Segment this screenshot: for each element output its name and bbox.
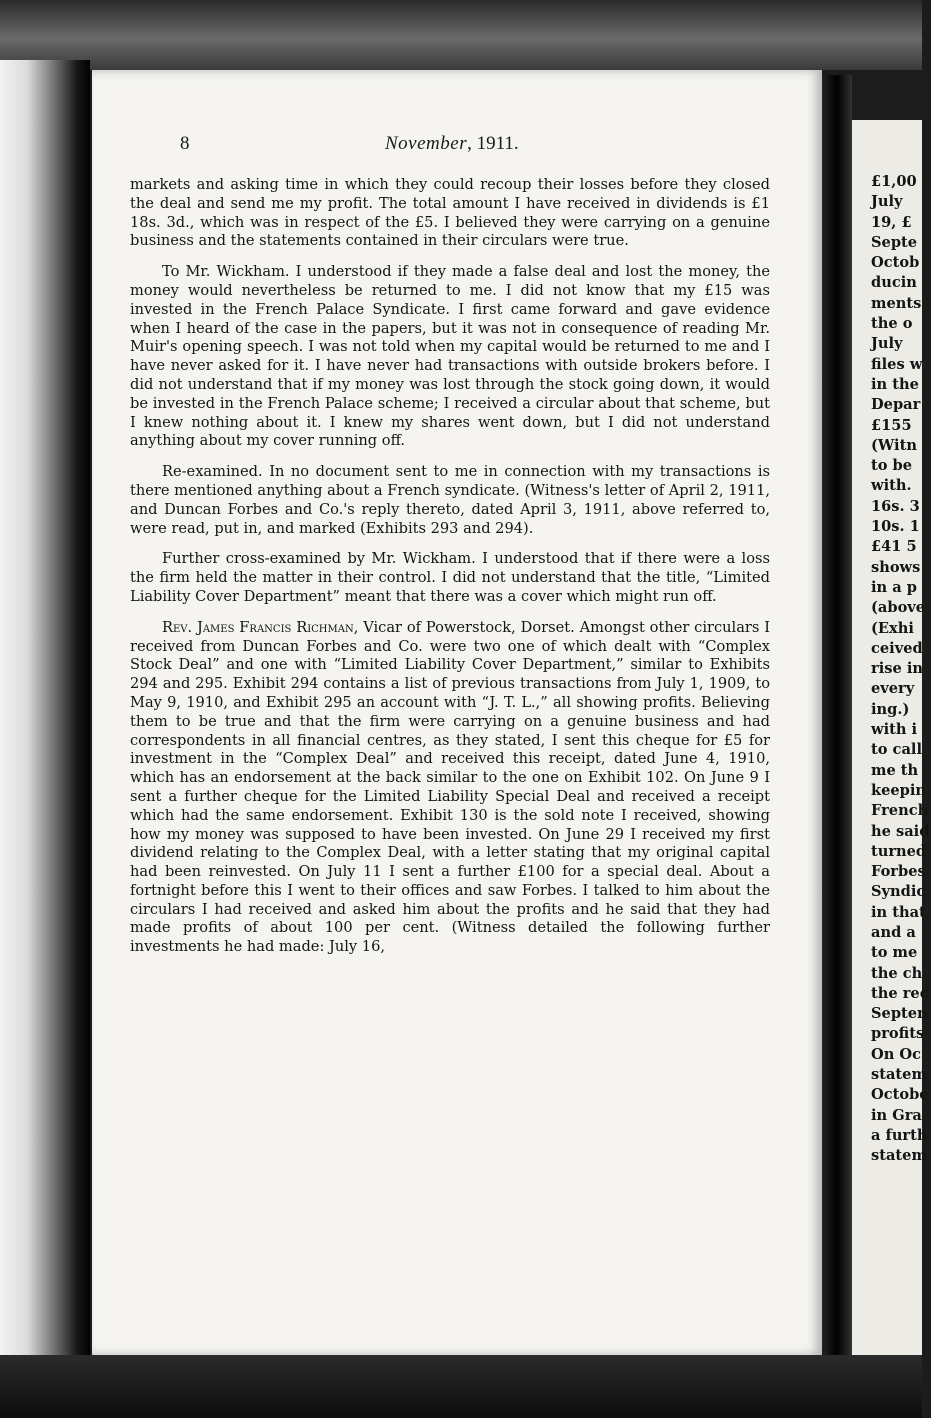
scan-bottom-border xyxy=(0,1355,922,1418)
facing-page-line: the ch xyxy=(871,964,923,982)
scan-top-border xyxy=(0,0,922,70)
facing-page-line: and a xyxy=(871,923,916,941)
book-gutter xyxy=(822,75,852,1355)
facing-page-line: the o xyxy=(871,315,913,333)
facing-page-line: statem xyxy=(871,1147,927,1165)
paragraph: Further cross-examined by Mr. Wickham. I understood that if there were a loss the firm held the matter in their control. I did not understand that the title, “Limited Liability Cover Department” meant that there was a cover which might run off. xyxy=(130,550,770,605)
facing-page-line: to me xyxy=(871,944,918,962)
facing-page-line: with i xyxy=(871,721,918,739)
facing-page-line: July xyxy=(871,335,903,353)
facing-page-line: £155 xyxy=(871,416,912,434)
facing-page-line: shows xyxy=(871,558,921,576)
facing-page-text xyxy=(871,172,931,1167)
facing-page-line: Forbes xyxy=(871,863,926,881)
facing-page-line: Octob xyxy=(871,254,920,272)
facing-page-line: Depar xyxy=(871,396,921,414)
facing-page-line: 19, £ xyxy=(871,213,912,231)
body-text xyxy=(130,176,770,969)
facing-page-line: in a p xyxy=(871,578,917,596)
facing-page-line: he said xyxy=(871,822,930,840)
facing-page-line: keepin xyxy=(871,781,927,799)
facing-page-line: Septen xyxy=(871,1005,928,1023)
facing-page-line: to be xyxy=(871,457,913,475)
page-number: 8 xyxy=(180,133,190,154)
running-head xyxy=(385,133,519,155)
facing-page-line: (Exhi xyxy=(871,619,914,637)
paragraph-text: Vicar of Powerstock, Dorset. Amongst other circulars I received from Duncan Forbes and Co. were two one of which dealt with “Complex Stock Deal” and one with “Limited Liability Cover Department,” similar to Exhibits 294 and 295. Exhibit 294 contains a list of previous transactions from July 1, 1909, to May 9, 1910, and Exhibit 295 an account with “J. T. L.,” all showing profits. Believing them to be true and that the firm were carrying on a genuine business and had correspondents in all financial centres, as they stated, I sent this cheque for £5 for investment in the “Complex Deal” and received this receipt, dated June 4, 1910, which has an endorsement at the back similar to the one on Exhibit 102. On June 9 I sent a further cheque for the Limited Liability Special Deal and received a receipt which had the same endorsement. Exhibit 130 is the sold note I received, showing how my money was supposed to have been invested. On June 29 I received my first dividend relating to the Complex Deal, with a letter stating that my original capital had been reinvested. On July 11 I sent a further £100 for a special deal. About a fortnight before this I went to their offices and saw Forbes. I talked to him about the circulars I had received and asked him about the profits and he said that they had made profits of about 100 per cent. (Witness detailed the following further investments he had made: July 16, xyxy=(130,618,770,956)
facing-page-line: files w xyxy=(871,355,923,373)
facing-page-line: £41 5 xyxy=(871,538,917,556)
facing-page-line: me th xyxy=(871,761,919,779)
book-left-edge xyxy=(0,60,90,1360)
facing-page-line: ducin xyxy=(871,274,917,292)
facing-page-line: 10s. 1 xyxy=(871,518,920,536)
facing-page-line: July xyxy=(871,193,903,211)
facing-page-line: with. xyxy=(871,477,912,495)
running-head-year: , 1911. xyxy=(467,133,519,154)
paragraph: To Mr. Wickham. I understood if they made a false deal and lost the money, the money would nevertheless be returned to me. I did not know that my £15 was invested in the French Palace Syndicate. I first came forward and gave evidence when I heard of the case in the papers, but it was not in consequence of reading Mr. Muir's opening speech. I was not told when my capital would be returned to me and I have never asked for it. I have never had transactions with outside brokers before. I did not understand that if my money was lost through the stock going down, it would be invested in the French Palace scheme; I received a circular about that scheme, but I knew nothing about it. I knew my shares went down, but I did not understand anything about my cover running off. xyxy=(130,263,770,450)
facing-page-line: every xyxy=(871,680,915,698)
facing-page-line: ing.) xyxy=(871,700,910,718)
facing-page-line: the rec xyxy=(871,984,929,1002)
facing-page-line: French xyxy=(871,802,929,820)
witness-name: Rev. James Francis Richman, xyxy=(162,618,359,636)
facing-page-line: Syndic xyxy=(871,883,926,901)
facing-page-line: turned xyxy=(871,842,927,860)
facing-page-line: On Oc xyxy=(871,1045,922,1063)
facing-page-line: (Witn xyxy=(871,436,917,454)
facing-page-line: 16s. 3 xyxy=(871,497,920,515)
facing-page-line: a furth xyxy=(871,1126,928,1144)
facing-page-line: Octobe xyxy=(871,1086,929,1104)
facing-page-line: statem xyxy=(871,1066,927,1084)
facing-page-line: £1,00 xyxy=(871,173,917,190)
facing-page-line: in that xyxy=(871,903,926,921)
facing-page-line: in the xyxy=(871,375,919,393)
facing-page-line: to call xyxy=(871,741,922,759)
facing-page-line: (above xyxy=(871,599,926,617)
paragraph xyxy=(130,619,770,957)
facing-page-line: ments xyxy=(871,294,922,312)
facing-page-line: rise in xyxy=(871,660,923,678)
paragraph: Re-examined. In no document sent to me in connection with my transactions is there mentioned anything about a French syndicate. (Witness's letter of April 2, 1911, and Duncan Forbes and Co.'s reply thereto, dated April 3, 1911, above referred to, were read, put in, and marked (Exhibits 293 and 294). xyxy=(130,463,770,537)
facing-page-line: profits xyxy=(871,1025,925,1043)
running-head-month: November xyxy=(385,133,468,154)
paragraph: markets and asking time in which they could recoup their losses before they closed the deal and send me my profit. The total amount I have received in dividends is £1 18s. 3d., which was in respect of the £5. I believed they were carrying on a genuine business and the statements contained in their circulars were true. xyxy=(130,176,770,250)
facing-page-line: ceived xyxy=(871,639,923,657)
facing-page-line: in Gra xyxy=(871,1106,922,1124)
facing-page-line: Septe xyxy=(871,233,918,251)
